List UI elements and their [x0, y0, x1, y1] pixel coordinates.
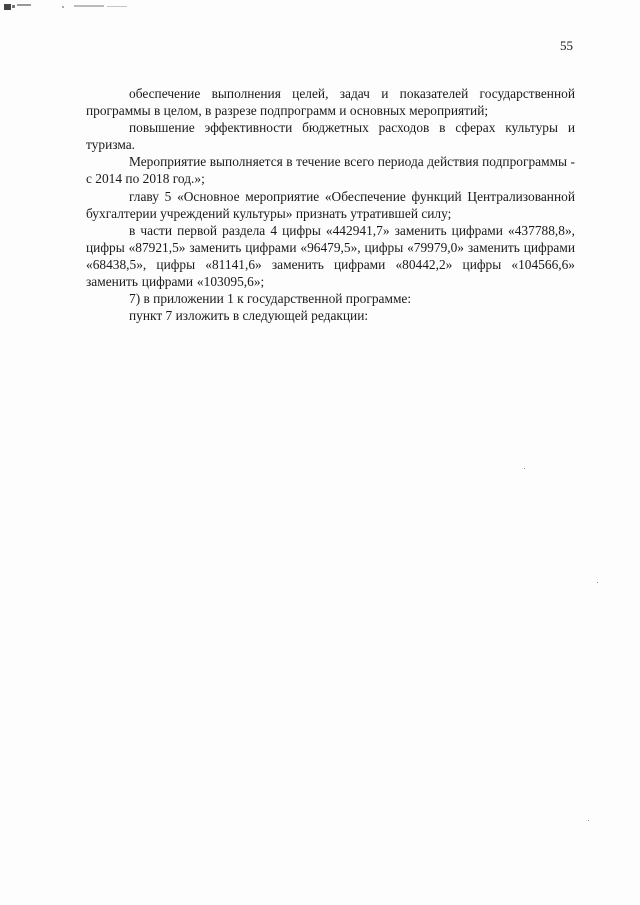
paragraph: в части первой раздела 4 цифры «442941,7» заменить цифрами «437788,8», цифры «87921,5» заменить цифрами «96479,5», цифры «79979,0» заменить цифрами «68438,5», цифры «81141,6» заменить цифрами «80442,2» цифры «104566,6» заменить цифрами «103095,6»;	[86, 222, 575, 290]
paragraph: главу 5 «Основное мероприятие «Обеспечение функций Централизованной бухгалтерии учреждений культуры» признать утратившей силу;	[86, 188, 575, 221]
scan-artifact-mark	[2, 2, 152, 12]
document-body	[86, 85, 575, 324]
paragraph: 7) в приложении 1 к государственной программе:	[129, 291, 412, 307]
paragraph: пункт 7 изложить в следующей редакции:	[129, 308, 369, 324]
scan-speck	[588, 820, 589, 821]
paragraph: Мероприятие выполняется в течение всего периода действия подпрограммы - с 2014 по 2018 год.»;	[86, 154, 575, 187]
scan-speck	[597, 582, 598, 583]
paragraph: обеспечение выполнения целей, задач и показателей государственной программы в целом, в разрезе подпрограмм и основных мероприятий;	[86, 86, 575, 119]
paragraph: повышение эффективности бюджетных расходов в сферах культуры и туризма.	[86, 120, 575, 153]
page-number: 55	[560, 38, 573, 53]
scan-speck	[524, 468, 525, 469]
